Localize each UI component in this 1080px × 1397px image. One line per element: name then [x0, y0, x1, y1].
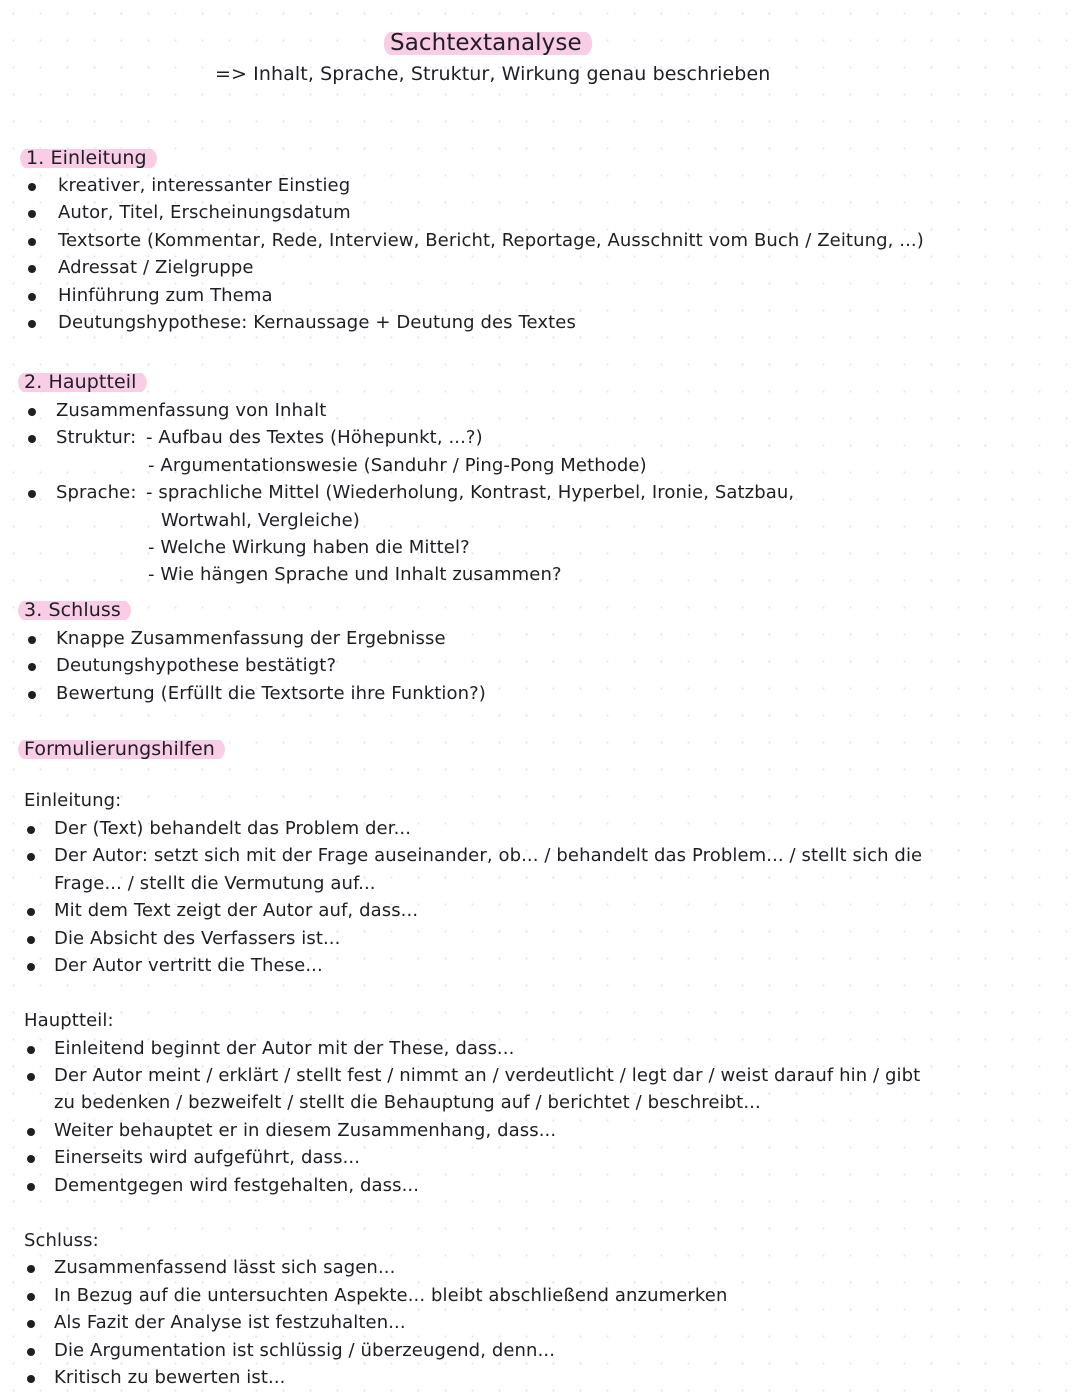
page-subtitle: => Inhalt, Sprache, Struktur, Wirkung genau beschrieben [215, 63, 771, 85]
list-item: Hinführung zum Thema [58, 285, 273, 306]
list-item: Bewertung (Erfüllt die Textsorte ihre Funktion?) [56, 683, 486, 704]
bullet-icon [28, 293, 36, 301]
list-item: Kritisch zu bewerten ist... [54, 1367, 286, 1388]
section-heading-hauptteil: 2. Hauptteil [18, 371, 147, 394]
list-item: Mit dem Text zeigt der Autor auf, dass... [54, 900, 419, 921]
bullet-icon [28, 636, 36, 644]
bullet-icon [27, 1183, 35, 1191]
subsection-label-einleitung: Einleitung: [24, 790, 122, 811]
list-item: Einerseits wird aufgeführt, dass... [54, 1147, 361, 1168]
section-heading-formulierungshilfen: Formulierungshilfen [18, 738, 225, 761]
bullet-icon [28, 691, 36, 699]
list-item: Der (Text) behandelt das Problem der... [54, 818, 412, 839]
bullet-icon [28, 490, 36, 498]
sub-item: - Wie hängen Sprache und Inhalt zusammen? [148, 564, 562, 585]
list-item: Knappe Zusammenfassung der Ergebnisse [56, 628, 446, 649]
section-heading-schluss: 3. Schluss [18, 599, 131, 622]
list-item: Einleitend beginnt der Autor mit der These, dass... [54, 1038, 515, 1059]
bullet-icon [28, 408, 36, 416]
bullet-icon [27, 1265, 35, 1273]
bullet-icon [27, 1128, 35, 1136]
list-item: Zusammenfassung von Inhalt [56, 400, 327, 421]
list-item: Dementgegen wird festgehalten, dass... [54, 1175, 420, 1196]
bullet-icon [27, 936, 35, 944]
bullet-icon [27, 1375, 35, 1383]
list-item-continuation: Frage... / stellt die Vermutung auf... [54, 873, 376, 894]
list-item: Die Argumentation ist schlüssig / überzeugend, denn... [54, 1340, 556, 1361]
list-item-continuation: zu bedenken / bezweifelt / stellt die Behauptung auf / berichtet / beschreibt... [54, 1092, 761, 1113]
list-item: kreativer, interessanter Einstieg [58, 175, 351, 196]
sub-item: Wortwahl, Vergleiche) [161, 510, 360, 531]
list-item: Deutungshypothese bestätigt? [56, 655, 337, 676]
list-item: Autor, Titel, Erscheinungsdatum [58, 202, 351, 223]
list-item-label: Struktur: [56, 427, 137, 448]
list-item: Adressat / Zielgruppe [58, 257, 254, 278]
sub-item: - Argumentationswesie (Sanduhr / Ping-Pong Methode) [148, 455, 647, 476]
section-heading-einleitung: 1. Einleitung [20, 147, 157, 170]
list-item: Der Autor meint / erklärt / stellt fest / nimmt an / verdeutlicht / legt dar / weist darauf hin / gibt [54, 1065, 921, 1086]
bullet-icon [27, 1073, 35, 1081]
sub-item: - Welche Wirkung haben die Mittel? [148, 537, 470, 558]
bullet-icon [27, 1348, 35, 1356]
sub-item: - Aufbau des Textes (Höhepunkt, ...?) [146, 427, 483, 448]
list-item: Zusammenfassend lässt sich sagen... [54, 1257, 396, 1278]
bullet-icon [28, 210, 36, 218]
page-title: Sachtextanalyse [384, 30, 592, 57]
subsection-label-hauptteil: Hauptteil: [24, 1010, 114, 1031]
list-item: Weiter behauptet er in diesem Zusammenhang, dass... [54, 1120, 557, 1141]
bullet-icon [28, 663, 36, 671]
bullet-icon [27, 1293, 35, 1301]
bullet-icon [27, 826, 35, 834]
bullet-icon [27, 853, 35, 861]
list-item: Deutungshypothese: Kernaussage + Deutung des Textes [58, 312, 576, 333]
list-item-label: Sprache: [56, 482, 137, 503]
bullet-icon [28, 320, 36, 328]
bullet-icon [27, 963, 35, 971]
list-item: Die Absicht des Verfassers ist... [54, 928, 341, 949]
bullet-icon [28, 265, 36, 273]
bullet-icon [28, 183, 36, 191]
list-item: Der Autor: setzt sich mit der Frage auseinander, ob... / behandelt das Problem... / stellt sich die [54, 845, 923, 866]
list-item: Als Fazit der Analyse ist festzuhalten... [54, 1312, 406, 1333]
list-item: Der Autor vertritt die These... [54, 955, 323, 976]
bullet-icon [27, 1046, 35, 1054]
list-item: In Bezug auf die untersuchten Aspekte... bleibt abschließend anzumerken [54, 1285, 728, 1306]
bullet-icon [27, 908, 35, 916]
bullet-icon [27, 1155, 35, 1163]
bullet-icon [27, 1320, 35, 1328]
bullet-icon [28, 238, 36, 246]
subsection-label-schluss: Schluss: [24, 1230, 99, 1251]
list-item: Textsorte (Kommentar, Rede, Interview, Bericht, Reportage, Ausschnitt vom Buch / Zeitung, ...) [58, 230, 924, 251]
bullet-icon [28, 435, 36, 443]
sub-item: - sprachliche Mittel (Wiederholung, Kontrast, Hyperbel, Ironie, Satzbau, [146, 482, 795, 503]
